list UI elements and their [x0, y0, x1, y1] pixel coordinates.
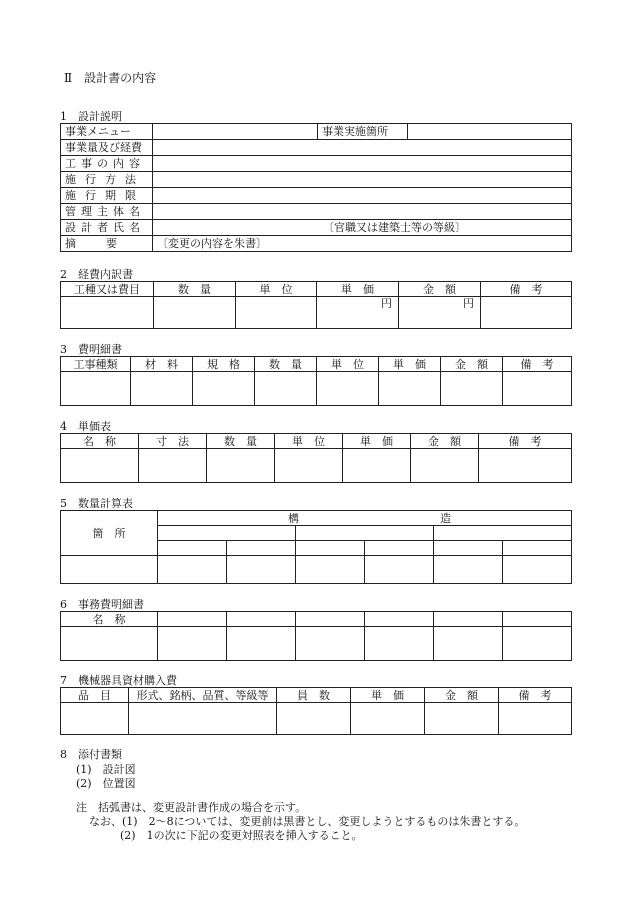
- header-item: 工種又は費目: [61, 282, 154, 297]
- header-amount: 金 額: [441, 357, 503, 372]
- attachment-location-map: (2) 位置図: [76, 777, 136, 790]
- section-7-heading: 7 機械器具資材購入費: [60, 674, 177, 687]
- unit-price-table: [60, 433, 572, 483]
- row-label-period: 施行期限: [61, 188, 153, 204]
- row-label-amount: 事業量及び経費: [61, 140, 153, 156]
- amount-yen: 円: [399, 297, 481, 329]
- header-spec: 規 格: [193, 357, 255, 372]
- cost-breakdown-table: [60, 281, 572, 329]
- row-label-menu: 事業メニュー: [61, 124, 153, 140]
- header-amount: 金 額: [425, 688, 499, 703]
- unit-price-yen: 円: [317, 297, 399, 329]
- design-description-table: [60, 123, 572, 252]
- header-structure-char2: 造: [440, 511, 451, 525]
- site-label: 事業実施箇所: [318, 124, 408, 140]
- cost-detail-table: [60, 356, 572, 406]
- header-unit-price: 単 価: [343, 434, 411, 449]
- header-count: 員 数: [277, 688, 351, 703]
- header-material: 材 料: [131, 357, 193, 372]
- section-4-heading: 4 単価表: [60, 420, 111, 433]
- header-remarks: 備 考: [481, 282, 572, 297]
- section-1-heading: 1 設計説明: [60, 110, 122, 123]
- section-2-heading: 2 経費内訳書: [60, 268, 133, 281]
- office-expense-table: [60, 611, 572, 661]
- row-label-content: 工事の内容: [61, 156, 153, 172]
- header-quantity: 数 量: [255, 357, 317, 372]
- summary-note: 〔変更の内容を朱書〕: [153, 236, 572, 252]
- section-3-heading: 3 費明細書: [60, 343, 122, 356]
- header-place: 箇 所: [61, 511, 158, 556]
- row-label-manager: 管理主体名: [61, 204, 153, 220]
- row-label-method: 施行方法: [61, 172, 153, 188]
- note-2: なお、(1) 2〜8については、変更前は黒書とし、変更しようとするものは朱書とする。: [89, 815, 526, 828]
- section-8-heading: 8 添付書類: [60, 748, 122, 761]
- header-unit: 単 位: [236, 282, 317, 297]
- header-work-type: 工事種類: [61, 357, 131, 372]
- header-unit-price: 単 価: [317, 282, 399, 297]
- header-name: 名 称: [61, 612, 158, 627]
- header-unit: 単 位: [317, 357, 379, 372]
- quantity-calc-table: [60, 510, 572, 584]
- row-label-designer: 設計者氏名: [61, 220, 153, 236]
- header-unit-price: 単 価: [351, 688, 425, 703]
- header-structure: [158, 511, 572, 526]
- header-unit-price: 単 価: [379, 357, 441, 372]
- note-1: 注 括弧書は、変更設計書作成の場合を示す。: [76, 801, 307, 814]
- header-amount: 金 額: [411, 434, 479, 449]
- header-amount: 金 額: [399, 282, 481, 297]
- header-structure-char1: 構: [288, 511, 299, 525]
- row-label-summary: 摘要: [61, 236, 153, 252]
- header-quantity: 数 量: [154, 282, 236, 297]
- header-unit: 単 位: [275, 434, 343, 449]
- document-title: Ⅱ 設計書の内容: [64, 71, 157, 85]
- attachment-design-drawing: (1) 設計図: [76, 763, 136, 776]
- note-3: (2) 1の次に下記の変更対照表を挿入すること。: [120, 829, 363, 842]
- header-remarks: 備 考: [503, 357, 572, 372]
- section-5-heading: 5 数量計算表: [60, 497, 133, 510]
- header-remarks: 備 考: [499, 688, 572, 703]
- header-item: 品 目: [61, 688, 129, 703]
- designer-note: 〔官職又は建築士等の等級〕: [153, 220, 572, 236]
- header-quantity: 数 量: [207, 434, 275, 449]
- header-name: 名 称: [61, 434, 139, 449]
- equipment-purchase-table: [60, 687, 572, 735]
- header-dimension: 寸 法: [139, 434, 207, 449]
- header-remarks: 備 考: [479, 434, 572, 449]
- section-6-heading: 6 事務費明細書: [60, 598, 144, 611]
- header-spec: 形式、銘柄、品質、等級等: [129, 688, 277, 703]
